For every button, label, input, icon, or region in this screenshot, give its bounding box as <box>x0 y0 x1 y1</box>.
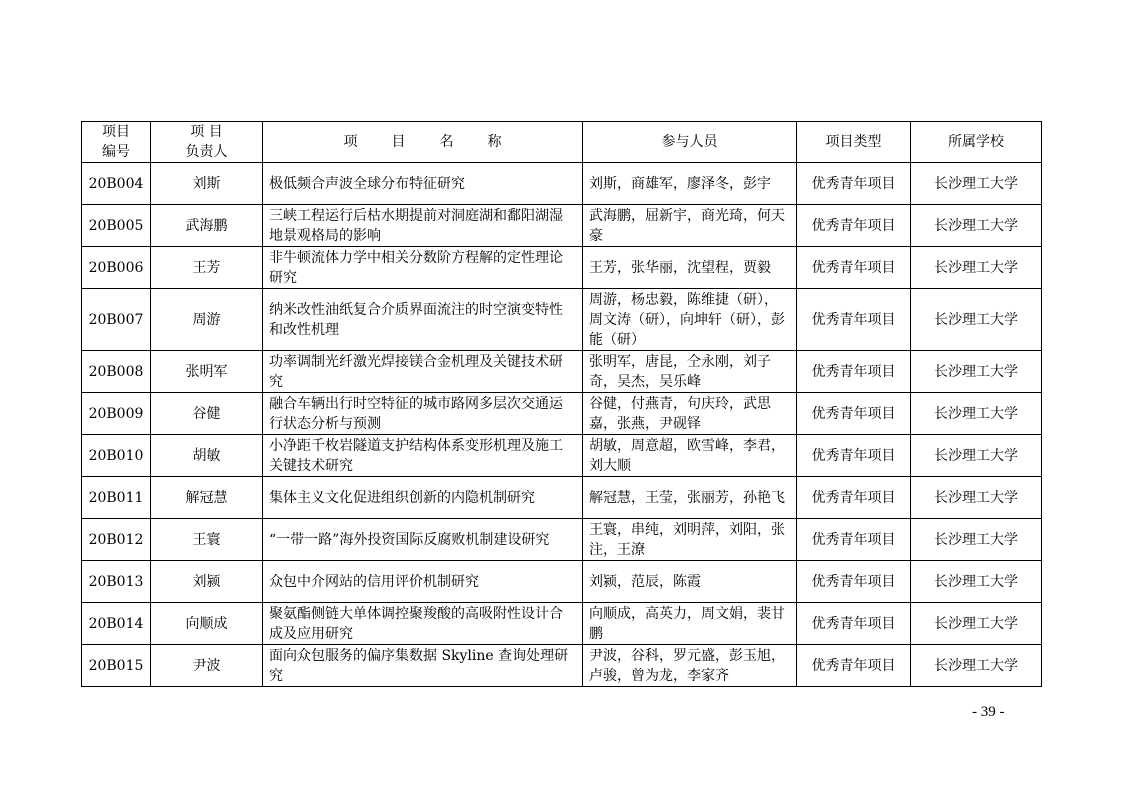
header-leader: 项 目 负责人 <box>151 122 263 163</box>
cell-code: 20B014 <box>82 603 151 645</box>
cell-type: 优秀青年项目 <box>797 519 911 561</box>
table-row <box>82 163 1042 205</box>
cell-school: 长沙理工大学 <box>911 247 1042 289</box>
table-row <box>82 205 1042 247</box>
table-row <box>82 519 1042 561</box>
cell-members: 王芳，张华丽，沈望程，贾毅 <box>583 247 797 289</box>
cell-leader: 刘斯 <box>151 163 263 205</box>
table-row <box>82 247 1042 289</box>
cell-members: 周游，杨忠毅，陈维捷（研），周文涛（研），向坤轩（研），彭能（研） <box>583 289 797 351</box>
header-project-name: 项 目 名 称 <box>263 122 583 163</box>
cell-members: 谷健，付燕青，句庆玲，武思嘉，张燕，尹砚铎 <box>583 393 797 435</box>
cell-leader: 王芳 <box>151 247 263 289</box>
cell-school: 长沙理工大学 <box>911 477 1042 519</box>
cell-title: 极低频合声波全球分布特征研究 <box>263 163 583 205</box>
cell-leader: 周游 <box>151 289 263 351</box>
cell-school: 长沙理工大学 <box>911 205 1042 247</box>
cell-school: 长沙理工大学 <box>911 393 1042 435</box>
table-row <box>82 435 1042 477</box>
cell-members: 胡敏，周意超，欧雪峰，李君，刘大顺 <box>583 435 797 477</box>
cell-title: 面向众包服务的偏序集数据 Skyline 查询处理研究 <box>263 645 583 687</box>
header-members: 参与人员 <box>583 122 797 163</box>
table-header-row <box>82 122 1042 163</box>
table-row <box>82 561 1042 603</box>
cell-title: 非牛顿流体力学中相关分数阶方程解的定性理论研究 <box>263 247 583 289</box>
cell-school: 长沙理工大学 <box>911 289 1042 351</box>
cell-school: 长沙理工大学 <box>911 603 1042 645</box>
cell-school: 长沙理工大学 <box>911 435 1042 477</box>
cell-title: 融合车辆出行时空特征的城市路网多层次交通运行状态分析与预测 <box>263 393 583 435</box>
table-row <box>82 289 1042 351</box>
cell-school: 长沙理工大学 <box>911 645 1042 687</box>
table-row <box>82 477 1042 519</box>
cell-members: 解冠慧，王莹，张丽芳，孙艳飞 <box>583 477 797 519</box>
cell-school: 长沙理工大学 <box>911 561 1042 603</box>
cell-leader: 胡敏 <box>151 435 263 477</box>
cell-type: 优秀青年项目 <box>797 163 911 205</box>
cell-leader: 向顺成 <box>151 603 263 645</box>
cell-type: 优秀青年项目 <box>797 435 911 477</box>
cell-members: 尹波，谷科，罗元盛，彭玉旭，卢骏，曾为龙，李家齐 <box>583 645 797 687</box>
cell-code: 20B012 <box>82 519 151 561</box>
header-type: 项目类型 <box>797 122 911 163</box>
cell-code: 20B010 <box>82 435 151 477</box>
cell-type: 优秀青年项目 <box>797 351 911 393</box>
cell-title: 小净距千枚岩隧道支护结构体系变形机理及施工关键技术研究 <box>263 435 583 477</box>
table-row <box>82 393 1042 435</box>
cell-code: 20B006 <box>82 247 151 289</box>
cell-type: 优秀青年项目 <box>797 477 911 519</box>
cell-code: 20B015 <box>82 645 151 687</box>
cell-code: 20B004 <box>82 163 151 205</box>
cell-type: 优秀青年项目 <box>797 247 911 289</box>
cell-code: 20B013 <box>82 561 151 603</box>
cell-members: 刘颍，范辰，陈霞 <box>583 561 797 603</box>
cell-leader: 谷健 <box>151 393 263 435</box>
cell-code: 20B011 <box>82 477 151 519</box>
cell-members: 张明军，唐昆，仝永刚，刘子奇，吴杰，吴乐峰 <box>583 351 797 393</box>
cell-school: 长沙理工大学 <box>911 519 1042 561</box>
cell-type: 优秀青年项目 <box>797 645 911 687</box>
cell-leader: 解冠慧 <box>151 477 263 519</box>
cell-title: 聚氨酯侧链大单体调控聚羧酸的高吸附性设计合成及应用研究 <box>263 603 583 645</box>
cell-leader: 刘颍 <box>151 561 263 603</box>
table-row <box>82 603 1042 645</box>
table-row <box>82 351 1042 393</box>
cell-school: 长沙理工大学 <box>911 163 1042 205</box>
cell-title: 众包中介网站的信用评价机制研究 <box>263 561 583 603</box>
cell-type: 优秀青年项目 <box>797 289 911 351</box>
cell-members: 刘斯，商雄军，廖泽冬，彭宇 <box>583 163 797 205</box>
cell-title: 纳米改性油纸复合介质界面流注的时空演变特性和改性机理 <box>263 289 583 351</box>
cell-type: 优秀青年项目 <box>797 393 911 435</box>
cell-title: “一带一路”海外投资国际反腐败机制建设研究 <box>263 519 583 561</box>
cell-type: 优秀青年项目 <box>797 561 911 603</box>
cell-code: 20B008 <box>82 351 151 393</box>
cell-school: 长沙理工大学 <box>911 351 1042 393</box>
cell-leader: 武海鹏 <box>151 205 263 247</box>
cell-type: 优秀青年项目 <box>797 603 911 645</box>
table-row <box>82 645 1042 687</box>
cell-type: 优秀青年项目 <box>797 205 911 247</box>
cell-code: 20B009 <box>82 393 151 435</box>
cell-title: 三峡工程运行后枯水期提前对洞庭湖和鄱阳湖湿地景观格局的影响 <box>263 205 583 247</box>
page-number: - 39 - <box>972 704 1005 720</box>
cell-code: 20B005 <box>82 205 151 247</box>
cell-leader: 王寰 <box>151 519 263 561</box>
cell-leader: 张明军 <box>151 351 263 393</box>
cell-members: 向顺成，高英力，周文娟，裴甘鹏 <box>583 603 797 645</box>
cell-code: 20B007 <box>82 289 151 351</box>
cell-title: 功率调制光纤激光焊接镁合金机理及关键技术研究 <box>263 351 583 393</box>
project-table <box>81 121 1042 687</box>
header-code: 项目 编号 <box>82 122 151 163</box>
cell-leader: 尹波 <box>151 645 263 687</box>
cell-members: 王寰，串纯，刘明萍，刘阳，张注，王潦 <box>583 519 797 561</box>
cell-title: 集体主义文化促进组织创新的内隐机制研究 <box>263 477 583 519</box>
header-school: 所属学校 <box>911 122 1042 163</box>
cell-members: 武海鹏，屈新宇，商光琦，何天豪 <box>583 205 797 247</box>
